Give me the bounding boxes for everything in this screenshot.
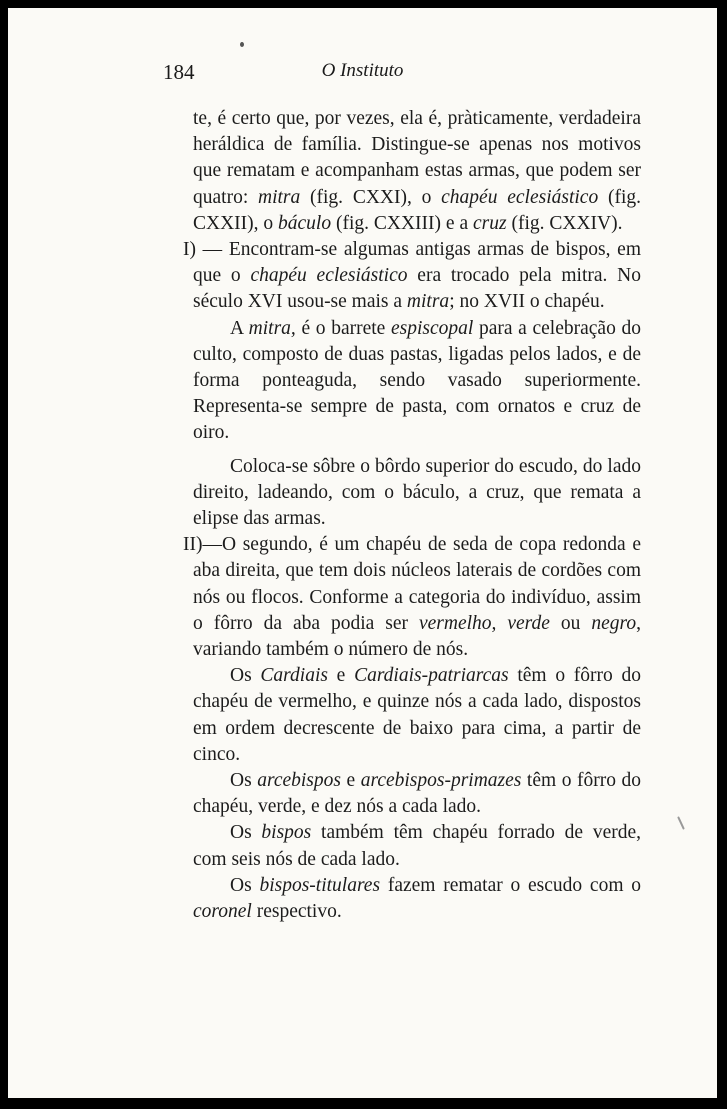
italic-term: bispos (261, 822, 312, 844)
text-run: , variando também o número de nós. (193, 612, 641, 661)
text-run: têm o fôrro do chapéu de vermelho, e quinze nós a cada lado, dispostos em ordem decrescente de baixo para cima, a partir de cinco. (193, 665, 642, 765)
text-run: é o barrete (295, 317, 391, 339)
text-run: Os (230, 665, 261, 687)
text-run: ou (549, 612, 592, 634)
italic-term: Cardiais-patriarcas (354, 665, 509, 687)
italic-term: vermelho, verde (418, 612, 550, 634)
text-run: têm o fôrro do chapéu, verde, e dez nós a cada lado. (193, 770, 641, 818)
text-run: e (340, 770, 361, 792)
paragraph (193, 106, 641, 237)
text-run: (fig. CXXIII) e a (331, 212, 473, 234)
text-run: Os (230, 770, 258, 792)
italic-term: arcebispos (257, 770, 341, 792)
italic-term: mitra, (248, 317, 296, 339)
text-run: ; no XVII o chapéu. (449, 291, 605, 313)
text-run: A (230, 317, 249, 339)
book-page (8, 8, 717, 1098)
paragraph (193, 873, 641, 925)
italic-term: bispos-titulares (259, 874, 381, 896)
italic-term: mitra (258, 186, 301, 208)
italic-term: chapéu eclesiástico (441, 186, 599, 208)
running-title: O Instituto (321, 60, 404, 81)
text-run: Os (230, 822, 262, 844)
page-number: 184 (163, 60, 195, 84)
text-run: fazem rematar o escudo com o (380, 874, 642, 896)
paragraph (193, 316, 641, 447)
paragraph (193, 820, 641, 872)
paper-speck (677, 816, 685, 830)
text-run: Os (230, 874, 260, 896)
text-run: Coloca-se sôbre o bôrdo superior do escudo, do lado direito, ladeando, com o báculo, a cruz, que remata a elipse das armas. (193, 455, 641, 530)
text-run: e (327, 665, 355, 687)
text-run: te, é certo que, por vezes, ela é, pràticamente, verdadeira heráldica de família. Distingue-se apenas nos motivos que rematam e acompanham estas armas, que podem ser quatro: (193, 108, 641, 208)
italic-term: Cardiais (260, 665, 328, 687)
body-text (183, 106, 642, 925)
italic-term: mitra (406, 291, 450, 313)
text-run: também têm chapéu forrado de verde, com seis nós de cada lado. (193, 822, 641, 870)
text-run: (fig. CXXI), o (300, 186, 442, 208)
page-header (8, 60, 717, 84)
paragraph (193, 768, 641, 820)
italic-term: báculo (278, 212, 332, 234)
italic-term: arcebispos-primazes (360, 770, 522, 792)
paragraph (183, 237, 641, 316)
paragraph (193, 663, 641, 768)
text-run: para a celebração do culto, composto de duas pastas, ligadas pelos lados, e de forma ponteaguda, sendo vasado superiormente. Representa-se sempre de pasta, com ornatos e cruz de oiro. (193, 317, 641, 444)
italic-term: espiscopal (390, 317, 474, 339)
italic-term: cruz (472, 212, 507, 234)
paragraph (193, 454, 641, 533)
text-run: I) — Encontram-se algumas antigas armas de bispos, em que o (183, 239, 641, 287)
text-run: II)—O segundo, é um chapéu de seda de copa redonda e aba direita, que tem dois núcleos laterais de cordões com nós ou flocos. Conforme a categoria do indivíduo, assim o fôrro da aba podia ser (183, 534, 641, 634)
text-run: respectivo. (251, 901, 342, 923)
text-run: era trocado pela mitra. No século XVI usou-se mais a (193, 265, 641, 313)
italic-term: negro (591, 612, 637, 634)
italic-term: chapéu eclesiástico (250, 265, 408, 287)
text-run: (fig. CXXIV). (506, 212, 623, 234)
text-run: (fig. CXXII), o (193, 186, 641, 234)
italic-term: coronel (193, 901, 252, 923)
paper-speck (240, 42, 244, 47)
paragraph (183, 532, 641, 663)
